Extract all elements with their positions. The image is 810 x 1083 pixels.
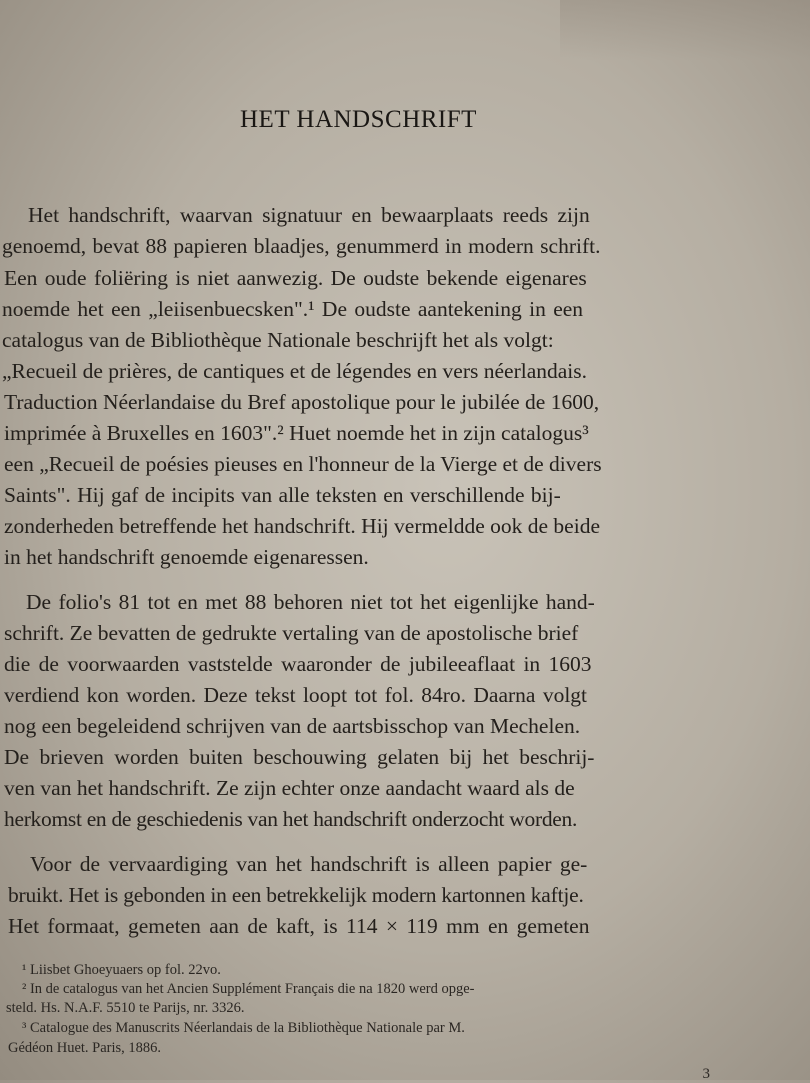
- text-line: Een oude foliëring is niet aanwezig. De oudste bekende eigenares: [4, 266, 587, 290]
- text-line: „Recueil de prières, de cantiques et de légendes en vers néerlandais.: [2, 359, 588, 383]
- text-line: catalogus van de Bibliothèque Nationale beschrijft het als volgt:: [2, 328, 554, 352]
- bleed-through-shadow: [560, 0, 810, 60]
- text-line: Het formaat, gemeten aan de kaft, is 114 × 119 mm en gemeten: [8, 914, 590, 938]
- text-line: nog een begeleidend schrijven van de aartsbisschop van Mechelen.: [4, 714, 581, 738]
- text-line: noemde het een „leiisenbuecsken".¹ De oudste aantekening in een: [2, 297, 584, 321]
- text-line: De folio's 81 tot en met 88 behoren niet tot het eigenlijke hand-: [26, 590, 595, 614]
- text-line: Traduction Néerlandaise du Bref apostolique pour le jubilée de 1600,: [4, 390, 600, 414]
- text-line: herkomst en de geschiedenis van het handschrift onderzocht worden.: [4, 807, 578, 831]
- text-line: schrift. Ze bevatten de gedrukte vertaling van de apostolische brief: [4, 621, 579, 645]
- text-line: een „Recueil de poésies pieuses en l'honneur de la Vierge et de divers: [4, 452, 602, 476]
- footnote: ² In de catalogus van het Ancien Supplément Français die na 1820 werd opge-: [22, 981, 475, 997]
- footnote: ³ Catalogue des Manuscrits Néerlandais de la Bibliothèque Nationale par M.: [22, 1020, 465, 1036]
- text-line: die de voorwaarden vaststelde waaronder de jubileeaflaat in 1603: [4, 652, 592, 676]
- footnote: Gédéon Huet. Paris, 1886.: [8, 1040, 162, 1056]
- text-line: verdiend kon worden. Deze tekst loopt tot fol. 84ro. Daarna volgt: [4, 683, 588, 707]
- text-line: in het handschrift genoemde eigenaressen.: [4, 545, 369, 569]
- text-line: genoemd, bevat 88 papieren blaadjes, genummerd in modern schrift.: [2, 234, 601, 258]
- text-line: Voor de vervaardiging van het handschrift is alleen papier ge-: [30, 852, 588, 876]
- page-number: 3: [702, 1066, 710, 1082]
- text-line: zonderheden betreffende het handschrift. Hij vermeldde ook de beide: [4, 514, 600, 538]
- text-line: Het handschrift, waarvan signatuur en bewaarplaats reeds zijn: [28, 203, 590, 227]
- text-line: imprimée à Bruxelles en 1603".² Huet noemde het in zijn catalogus³: [4, 421, 589, 445]
- footnote: steld. Hs. N.A.F. 5510 te Parijs, nr. 3326.: [6, 1000, 245, 1016]
- footnote: ¹ Liisbet Ghoeyuaers op fol. 22vo.: [22, 962, 221, 978]
- chapter-heading: HET HANDSCHRIFT: [240, 106, 477, 133]
- text-line: ven van het handschrift. Ze zijn echter onze aandacht waard als de: [4, 776, 575, 800]
- text-line: De brieven worden buiten beschouwing gelaten bij het beschrij-: [4, 745, 595, 769]
- text-line: bruikt. Het is gebonden in een betrekkelijk modern kartonnen kaftje.: [8, 883, 584, 907]
- text-line: Saints". Hij gaf de incipits van alle teksten en verschillende bij-: [4, 483, 561, 507]
